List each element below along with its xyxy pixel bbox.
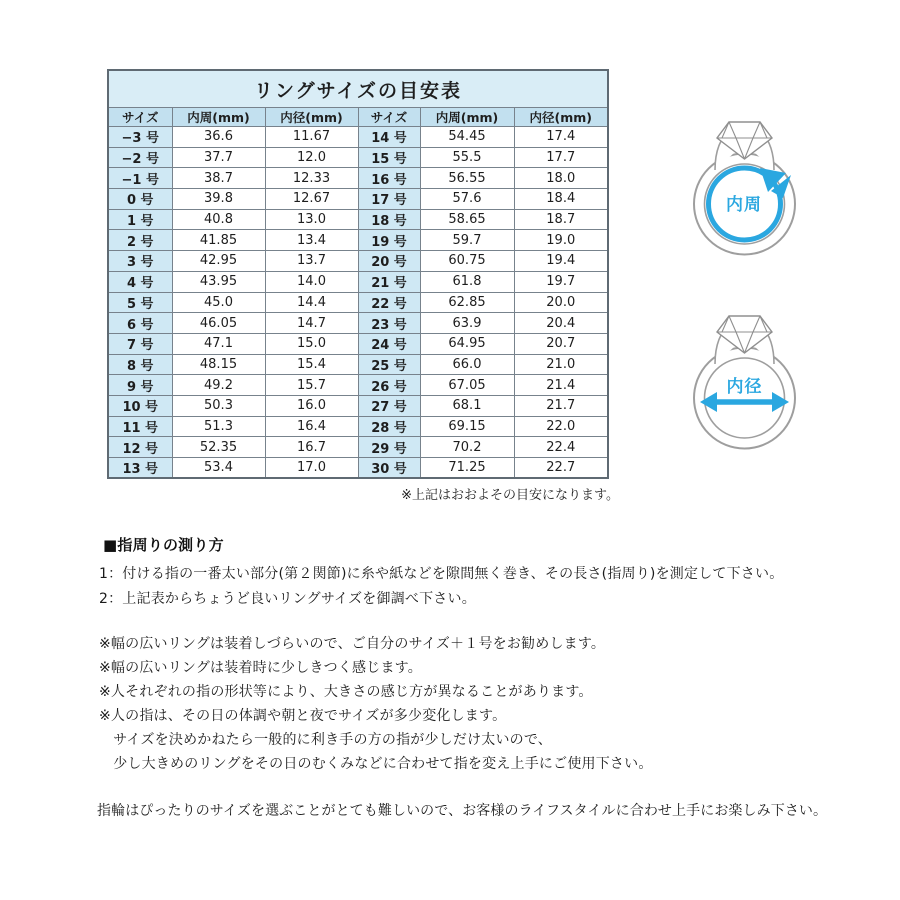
diameter-cell: 19.7 <box>514 271 608 292</box>
size-cell: 24 号 <box>358 333 420 354</box>
table-body <box>108 127 608 479</box>
table-footnote: ※上記はおおよその目安になります。 <box>401 488 619 503</box>
diameter-cell: 16.4 <box>265 416 358 437</box>
table-row <box>108 271 608 292</box>
diameter-cell: 13.4 <box>265 230 358 251</box>
table-title-row <box>108 70 608 108</box>
caution-note: 少し大きめのリングをその日のむくみなどに合わせて指を変え上手にご使用下さい。 <box>99 756 653 772</box>
diameter-cell: 21.4 <box>514 375 608 396</box>
size-cell: 6 号 <box>108 313 172 334</box>
size-cell: 20 号 <box>358 251 420 272</box>
size-cell: −1 号 <box>108 168 172 189</box>
inner-diameter-diagram <box>685 312 805 462</box>
circumference-cell: 66.0 <box>420 354 514 375</box>
diameter-cell: 22.7 <box>514 458 608 479</box>
ring-size-table <box>107 69 609 479</box>
size-cell: 29 号 <box>358 437 420 458</box>
instruction-step: 1：付ける指の一番太い部分(第２関節)に糸や紙などを隙間無く巻き、その長さ(指周り)を測定して下さい。 <box>99 566 784 582</box>
circumference-cell: 57.6 <box>420 189 514 210</box>
circumference-cell: 58.65 <box>420 209 514 230</box>
instructions-heading: ■指周りの測り方 <box>103 536 224 554</box>
circumference-cell: 56.55 <box>420 168 514 189</box>
size-cell: 19 号 <box>358 230 420 251</box>
table-row <box>108 168 608 189</box>
circumference-cell: 37.7 <box>172 147 265 168</box>
table-row <box>108 230 608 251</box>
size-cell: 26 号 <box>358 375 420 396</box>
diameter-cell: 21.0 <box>514 354 608 375</box>
diameter-cell: 13.0 <box>265 209 358 230</box>
circumference-cell: 40.8 <box>172 209 265 230</box>
column-header-diameter-left: 内径(mm) <box>265 108 358 127</box>
diameter-cell: 19.0 <box>514 230 608 251</box>
table-row <box>108 313 608 334</box>
circumference-cell: 51.3 <box>172 416 265 437</box>
circumference-cell: 69.15 <box>420 416 514 437</box>
diameter-cell: 13.7 <box>265 251 358 272</box>
caution-note: サイズを決めかねたら一般的に利き手の方の指が少しだけ太いので、 <box>99 732 552 748</box>
size-cell: −3 号 <box>108 127 172 148</box>
measuring-instructions <box>99 534 874 776</box>
circumference-cell: 36.6 <box>172 127 265 148</box>
diameter-cell: 15.7 <box>265 375 358 396</box>
circumference-cell: 39.8 <box>172 189 265 210</box>
diameter-cell: 20.7 <box>514 333 608 354</box>
diameter-cell: 22.0 <box>514 416 608 437</box>
diameter-cell: 18.0 <box>514 168 608 189</box>
closing-note: 指輪はぴったりのサイズを選ぶことがとても難しいので、お客様のライフスタイルに合わせ上手にお楽しみ下さい。 <box>97 803 828 819</box>
size-cell: 9 号 <box>108 375 172 396</box>
size-cell: 27 号 <box>358 395 420 416</box>
circumference-cell: 43.95 <box>172 271 265 292</box>
size-cell: 30 号 <box>358 458 420 479</box>
circumference-cell: 49.2 <box>172 375 265 396</box>
table-row <box>108 251 608 272</box>
size-cell: 0 号 <box>108 189 172 210</box>
table-row <box>108 354 608 375</box>
diameter-cell: 14.4 <box>265 292 358 313</box>
table-header-row <box>108 108 608 127</box>
circumference-cell: 68.1 <box>420 395 514 416</box>
circumference-cell: 41.85 <box>172 230 265 251</box>
diameter-cell: 16.0 <box>265 395 358 416</box>
table-title: リングサイズの目安表 <box>108 70 608 108</box>
size-cell: 12 号 <box>108 437 172 458</box>
circumference-cell: 53.4 <box>172 458 265 479</box>
size-cell: 11 号 <box>108 416 172 437</box>
circumference-cell: 45.0 <box>172 292 265 313</box>
table-row <box>108 292 608 313</box>
diameter-cell: 19.4 <box>514 251 608 272</box>
diameter-cell: 12.0 <box>265 147 358 168</box>
table-row <box>108 458 608 479</box>
diameter-cell: 14.0 <box>265 271 358 292</box>
size-cell: 15 号 <box>358 147 420 168</box>
diameter-cell: 17.4 <box>514 127 608 148</box>
table-row <box>108 395 608 416</box>
size-cell: 28 号 <box>358 416 420 437</box>
diameter-cell: 15.0 <box>265 333 358 354</box>
size-cell: 21 号 <box>358 271 420 292</box>
diameter-cell: 16.7 <box>265 437 358 458</box>
size-cell: 22 号 <box>358 292 420 313</box>
size-cell: 13 号 <box>108 458 172 479</box>
size-cell: 8 号 <box>108 354 172 375</box>
diameter-cell: 22.4 <box>514 437 608 458</box>
diameter-cell: 17.0 <box>265 458 358 479</box>
instruction-step: 2：上記表からちょうど良いリングサイズを御調べ下さい。 <box>99 591 476 607</box>
diameter-cell: 12.33 <box>265 168 358 189</box>
caution-note: ※人それぞれの指の形状等により、大きさの感じ方が異なることがあります。 <box>99 684 593 700</box>
caution-note: ※人の指は、その日の体調や朝と夜でサイズが多少変化します。 <box>99 708 507 724</box>
circumference-cell: 61.8 <box>420 271 514 292</box>
circumference-cell: 47.1 <box>172 333 265 354</box>
column-header-size-left: サイズ <box>108 108 172 127</box>
diameter-cell: 17.7 <box>514 147 608 168</box>
size-cell: 3 号 <box>108 251 172 272</box>
diameter-cell: 20.0 <box>514 292 608 313</box>
circumference-cell: 55.5 <box>420 147 514 168</box>
size-cell: −2 号 <box>108 147 172 168</box>
size-cell: 18 号 <box>358 209 420 230</box>
column-header-circumference-right: 内周(mm) <box>420 108 514 127</box>
circumference-cell: 70.2 <box>420 437 514 458</box>
caution-notes <box>99 632 874 776</box>
diameter-cell: 14.7 <box>265 313 358 334</box>
table-row <box>108 189 608 210</box>
table-row <box>108 437 608 458</box>
size-cell: 23 号 <box>358 313 420 334</box>
size-cell: 16 号 <box>358 168 420 189</box>
size-cell: 25 号 <box>358 354 420 375</box>
inner-diameter-label: 内径 <box>726 377 763 397</box>
circumference-cell: 54.45 <box>420 127 514 148</box>
table-row <box>108 333 608 354</box>
size-cell: 4 号 <box>108 271 172 292</box>
circumference-cell: 64.95 <box>420 333 514 354</box>
diameter-cell: 12.67 <box>265 189 358 210</box>
diameter-cell: 18.7 <box>514 209 608 230</box>
instruction-steps <box>99 562 874 612</box>
table-row <box>108 127 608 148</box>
table-row <box>108 209 608 230</box>
circumference-cell: 52.35 <box>172 437 265 458</box>
caution-note: ※幅の広いリングは装着時に少しきつく感じます。 <box>99 660 422 676</box>
diameter-cell: 20.4 <box>514 313 608 334</box>
circumference-cell: 46.05 <box>172 313 265 334</box>
diameter-cell: 18.4 <box>514 189 608 210</box>
inner-circumference-label: 内周 <box>726 195 762 215</box>
circumference-cell: 38.7 <box>172 168 265 189</box>
size-cell: 17 号 <box>358 189 420 210</box>
column-header-circumference-left: 内周(mm) <box>172 108 265 127</box>
size-cell: 5 号 <box>108 292 172 313</box>
diameter-cell: 11.67 <box>265 127 358 148</box>
circumference-cell: 62.85 <box>420 292 514 313</box>
circumference-cell: 50.3 <box>172 395 265 416</box>
circumference-cell: 60.75 <box>420 251 514 272</box>
size-cell: 7 号 <box>108 333 172 354</box>
inner-circumference-diagram <box>685 118 805 268</box>
circumference-cell: 59.7 <box>420 230 514 251</box>
circumference-cell: 67.05 <box>420 375 514 396</box>
circumference-cell: 71.25 <box>420 458 514 479</box>
table-row <box>108 375 608 396</box>
table-row <box>108 147 608 168</box>
circumference-cell: 63.9 <box>420 313 514 334</box>
caution-note: ※幅の広いリングは装着しづらいので、ご自分のサイズ＋１号をお勧めします。 <box>99 636 606 652</box>
size-cell: 10 号 <box>108 395 172 416</box>
size-cell: 14 号 <box>358 127 420 148</box>
table-row <box>108 416 608 437</box>
circumference-cell: 48.15 <box>172 354 265 375</box>
column-header-diameter-right: 内径(mm) <box>514 108 608 127</box>
column-header-size-right: サイズ <box>358 108 420 127</box>
diameter-cell: 15.4 <box>265 354 358 375</box>
circumference-cell: 42.95 <box>172 251 265 272</box>
size-cell: 2 号 <box>108 230 172 251</box>
diameter-cell: 21.7 <box>514 395 608 416</box>
size-cell: 1 号 <box>108 209 172 230</box>
